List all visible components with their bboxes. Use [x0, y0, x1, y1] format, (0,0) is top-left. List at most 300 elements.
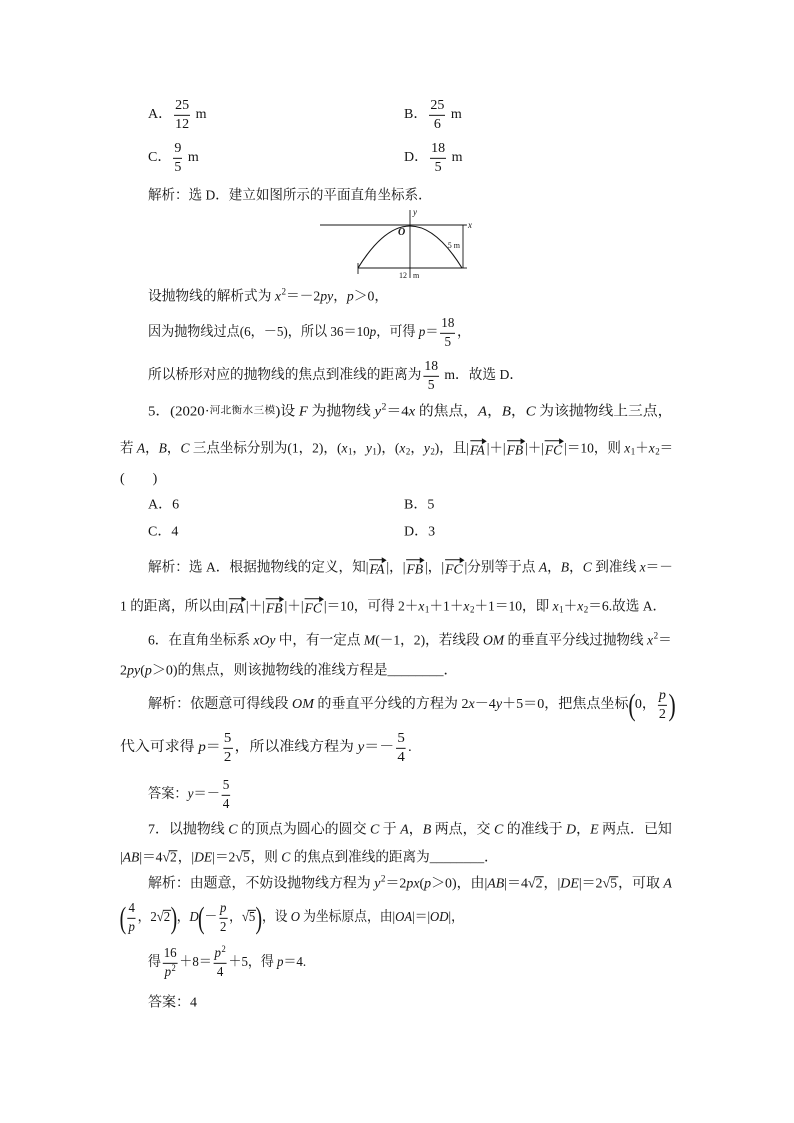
- text-run: 解析：选 A．根据抛物线的定义，知|: [148, 560, 369, 576]
- text-run: |＋|: [245, 599, 265, 615]
- text-run: m: [448, 150, 463, 166]
- fraction-bar: [430, 158, 446, 159]
- text-run: D．: [404, 150, 429, 166]
- text-run: C．4: [148, 524, 179, 540]
- text-run: 代入可求得: [120, 740, 199, 756]
- large-parenthesis: (: [628, 687, 636, 722]
- text-run: ＋: [563, 599, 578, 615]
- fraction: [174, 98, 190, 132]
- subscript: 2: [405, 446, 411, 457]
- q4-option-c: [148, 141, 199, 175]
- q6-stem-line-1: [148, 632, 672, 650]
- fraction-bar: [423, 376, 439, 377]
- text-run: A．6: [148, 497, 180, 513]
- math-variable: py: [127, 663, 141, 679]
- text-run: 为抛物线: [307, 404, 375, 420]
- text-run: A．: [148, 107, 173, 123]
- vector-symbol: FA: [369, 557, 387, 579]
- math-variable: p: [424, 876, 432, 892]
- math-variable: x: [418, 599, 425, 615]
- text-run: 4: [128, 900, 135, 916]
- fraction: [214, 943, 227, 980]
- fraction-numerator: [658, 688, 667, 704]
- text-run: 的顶点为圆心的圆交: [237, 822, 370, 838]
- math-variable: p: [369, 325, 377, 341]
- text-run: 得: [148, 955, 161, 971]
- text-run: 2: [223, 749, 232, 765]
- radicand: 2: [169, 850, 177, 866]
- math-variable: y: [374, 404, 382, 420]
- text-run: 4: [397, 749, 405, 765]
- fraction: [173, 141, 182, 175]
- text-run: 2: [120, 663, 127, 679]
- text-run: 16: [163, 945, 177, 961]
- text-run: ，可得: [376, 325, 419, 341]
- fraction-denominator: [433, 117, 442, 133]
- q5-stem-line-1: [148, 403, 672, 421]
- fraction-denominator: [396, 750, 406, 766]
- subscript: 1: [347, 446, 353, 457]
- fraction-numerator: [396, 731, 406, 747]
- math-variable: p: [220, 900, 227, 916]
- fraction-bar: [222, 795, 230, 796]
- text-run: |＝4√: [504, 876, 536, 892]
- fraction: [430, 141, 446, 175]
- math-variable: C: [369, 822, 380, 838]
- text-run: ＋5，得: [228, 955, 278, 971]
- text-run: 于: [379, 822, 401, 838]
- math-variable: xOy: [253, 633, 276, 649]
- text-run: |＝4√: [139, 850, 170, 866]
- text-run: ＝4: [386, 404, 409, 420]
- math-variable: AB: [487, 876, 505, 892]
- radicand: 5: [242, 850, 250, 866]
- math-variable: A: [538, 560, 548, 576]
- q5-stem-line-2: [120, 438, 673, 460]
- math-variable: M: [363, 633, 376, 649]
- math-variable: C: [281, 850, 291, 866]
- fraction-denominator: [219, 920, 227, 936]
- text-run: 4: [216, 964, 224, 980]
- math-variable: x: [274, 289, 281, 305]
- text-run: 设抛物线的解析式为: [148, 289, 275, 305]
- parabola-bridge-figure: [310, 205, 482, 285]
- fraction-numerator: [219, 901, 227, 917]
- text-run: 5: [397, 730, 405, 746]
- fraction-denominator: [164, 962, 177, 981]
- fraction-denominator: [174, 117, 190, 133]
- fraction-denominator: [173, 160, 182, 176]
- fraction-bar: [214, 963, 227, 964]
- math-variable: p: [128, 919, 135, 935]
- math-variable: p: [214, 945, 221, 961]
- math-variable: F: [298, 404, 308, 420]
- large-parenthesis: ): [668, 687, 676, 722]
- text-run: 三点坐标分别为(1，2)，(: [189, 441, 342, 457]
- text-run: 答案：4: [148, 995, 197, 1011]
- text-run: ，: [576, 822, 591, 838]
- text-run: ，: [547, 560, 561, 576]
- text-run: |＝|: [412, 910, 431, 926]
- width-label-unit: m: [413, 271, 420, 280]
- text-run: |分别等于点: [464, 560, 539, 576]
- width-label-number: 12: [399, 271, 407, 280]
- fraction-numerator: [214, 943, 227, 962]
- q6-solution-line-2: [120, 731, 412, 765]
- subscript: 2: [655, 446, 660, 457]
- large-parenthesis: (: [198, 900, 205, 935]
- text-run: 的垂直平分线过抛物线: [504, 633, 648, 649]
- text-run: 5: [174, 159, 182, 175]
- math-variable: p: [198, 740, 206, 756]
- vector-symbol: FB: [506, 438, 525, 460]
- text-run: ，: [145, 441, 159, 457]
- math-variable: p: [277, 955, 284, 971]
- text-run: ＋5＝0，把焦点坐标: [502, 697, 629, 713]
- math-variable: x: [647, 633, 654, 649]
- q5-solution-line-1: [148, 557, 673, 579]
- vector-symbol: FB: [405, 557, 425, 579]
- text-run: －: [204, 910, 218, 926]
- math-variable: B: [158, 441, 167, 457]
- subscript: 2: [469, 604, 475, 615]
- fraction: [163, 946, 178, 980]
- text-run: C．: [148, 150, 172, 166]
- text-run: ＝: [658, 633, 672, 649]
- math-variable: C: [582, 560, 592, 576]
- fraction-denominator: [216, 965, 224, 981]
- large-parenthesis: ): [170, 900, 178, 935]
- text-run: )，(: [376, 441, 400, 457]
- math-variable: DE: [560, 876, 579, 892]
- text-run: ＝－: [364, 740, 395, 756]
- math-variable: C: [525, 404, 536, 420]
- q7-stem-line-1: [148, 821, 672, 839]
- fraction-denominator: [444, 335, 452, 351]
- q5-option-c: [148, 523, 178, 541]
- math-variable: A: [136, 441, 146, 457]
- text-run: ，: [352, 441, 366, 457]
- fraction-denominator: [222, 797, 230, 813]
- fraction-denominator: [128, 920, 136, 936]
- text-run: 18: [431, 140, 446, 156]
- radicand: 5: [248, 910, 256, 926]
- text-run: |，|: [386, 560, 406, 576]
- math-variable: px: [406, 876, 420, 892]
- text-run: ，: [510, 404, 526, 420]
- math-variable: C: [228, 822, 238, 838]
- text-run: ＋: [635, 441, 649, 457]
- text-run: |＝2√: [212, 850, 243, 866]
- text-run: D．3: [404, 524, 436, 540]
- math-variable: y: [374, 876, 381, 892]
- text-run: 中，有一定点: [275, 633, 364, 649]
- text-run: |＝10，可得 2＋: [323, 599, 419, 615]
- fraction-numerator: [174, 98, 190, 114]
- text-run: 解析：选 D．建立如图所示的平面直角坐标系．: [148, 188, 432, 204]
- q5-option-a: [148, 496, 179, 514]
- q4-solution-line-1: [148, 187, 432, 205]
- text-run: |＝10，则: [564, 441, 625, 457]
- text-run: ＝－: [193, 787, 220, 803]
- fraction: [222, 778, 230, 812]
- text-run: B．: [404, 107, 428, 123]
- text-run: ，: [333, 289, 347, 305]
- text-run: B．5: [404, 497, 435, 513]
- text-run: ，2√: [137, 910, 164, 926]
- text-run: 25: [430, 97, 445, 113]
- q7-solution-line-1: [148, 875, 672, 893]
- origin-label: O: [398, 227, 406, 238]
- math-variable: B: [422, 822, 432, 838]
- fraction-numerator: [222, 778, 230, 794]
- text-run: 的焦点到准线的距离为________．: [290, 850, 498, 866]
- text-run: ＝6.故选 A．: [588, 599, 667, 615]
- fraction-bar: [429, 115, 445, 116]
- source-tag: 河北衡水三模: [209, 405, 276, 417]
- fraction-bar: [223, 748, 233, 749]
- text-run: m: [447, 107, 462, 123]
- fraction: [440, 316, 455, 350]
- q4-solution-line-4: [148, 359, 523, 393]
- x-axis-label: x: [468, 220, 472, 230]
- math-variable: x: [408, 404, 416, 420]
- math-variable: y: [357, 740, 365, 756]
- radicand: 2: [163, 910, 171, 926]
- text-run: 5: [222, 777, 230, 793]
- math-variable: A: [478, 404, 488, 420]
- text-run: 4: [222, 796, 230, 812]
- subscript: 2: [430, 446, 435, 457]
- text-run: ，: [176, 910, 190, 926]
- fraction-bar: [658, 705, 667, 706]
- text-run: ＝－: [645, 560, 673, 576]
- text-run: 的准线于: [503, 822, 567, 838]
- math-variable: x: [552, 599, 559, 615]
- subscript: 1: [424, 604, 430, 615]
- math-variable: py: [320, 289, 334, 305]
- superscript: 2: [281, 286, 286, 297]
- text-run: 为该抛物线上三点，: [535, 404, 673, 420]
- fraction: [429, 98, 445, 132]
- text-run: ＋1＋: [429, 599, 464, 615]
- text-run: m: [192, 107, 207, 123]
- math-variable: p: [658, 687, 666, 703]
- math-variable: OD: [430, 910, 449, 926]
- text-run: 的垂直平分线的方程为 2: [313, 697, 469, 713]
- text-run: ＝－2: [285, 289, 321, 305]
- text-run: 9: [174, 140, 182, 156]
- q4-option-b: [404, 98, 462, 132]
- text-run: ，√: [229, 910, 249, 926]
- q6-solution-line-1: [148, 688, 675, 722]
- math-variable: x: [639, 560, 646, 576]
- q5-option-d: [404, 523, 435, 541]
- text-run: ＝: [425, 325, 439, 341]
- text-run: 12: [175, 116, 190, 132]
- text-run: |，: [448, 910, 464, 926]
- text-run: 2: [220, 919, 227, 935]
- text-run: 所以桥形对应的抛物线的焦点到准线的距离为: [148, 368, 422, 384]
- text-run: 5: [427, 377, 435, 393]
- math-variable: DE: [194, 850, 213, 866]
- math-variable: x: [463, 599, 470, 615]
- text-run: ＞0)，由|: [431, 876, 488, 892]
- math-variable: x: [341, 441, 348, 457]
- fraction-numerator: [423, 359, 439, 375]
- large-parenthesis: (: [119, 900, 127, 935]
- vector-symbol: FB: [265, 596, 285, 618]
- math-variable: A: [663, 876, 672, 892]
- fraction: [128, 901, 136, 935]
- fraction: [658, 688, 667, 722]
- text-run: 若: [120, 441, 137, 457]
- text-run: |＝2√: [578, 876, 611, 892]
- text-run: ，: [166, 441, 181, 457]
- text-run: ，: [410, 441, 424, 457]
- text-run: ＋8＝: [179, 955, 212, 971]
- text-run: 0，: [634, 697, 656, 713]
- q7-answer: [148, 994, 197, 1012]
- math-variable: A: [400, 822, 409, 838]
- math-variable: p: [164, 964, 172, 980]
- text-run: 18: [441, 315, 455, 331]
- text-run: ＞0，: [353, 289, 389, 305]
- math-variable: D: [566, 822, 577, 838]
- text-run: m．故选 D．: [440, 368, 524, 384]
- text-run: ，: [457, 325, 471, 341]
- superscript: 2: [381, 401, 387, 412]
- fraction-denominator: [658, 707, 667, 723]
- fraction-denominator: [434, 160, 443, 176]
- radicand: 2: [535, 876, 543, 892]
- fraction-numerator: [440, 316, 455, 332]
- text-run: 18: [424, 358, 439, 374]
- subscript: 1: [372, 446, 377, 457]
- text-run: m: [184, 150, 199, 166]
- math-variable: x: [468, 697, 475, 713]
- fraction: [396, 731, 406, 765]
- subscript: 2: [583, 604, 589, 615]
- math-variable: x: [648, 441, 655, 457]
- text-run: 5: [223, 730, 232, 746]
- vector-symbol: FC: [444, 557, 464, 579]
- math-variable: p: [418, 325, 426, 341]
- text-run: |＋|: [284, 599, 304, 615]
- fraction: [423, 359, 439, 393]
- superscript: 2: [221, 943, 226, 954]
- superscript: 2: [653, 630, 659, 641]
- text-run: －4: [474, 697, 496, 713]
- text-run: ＝: [659, 441, 674, 457]
- q6-answer: [148, 778, 232, 812]
- q7-stem-line-2: [120, 849, 498, 867]
- radicand: 5: [610, 876, 618, 892]
- vector-symbol: FA: [469, 438, 487, 460]
- text-run: |: [120, 850, 123, 866]
- math-variable: x: [577, 599, 584, 615]
- text-run: ＋1＝10，即: [474, 599, 553, 615]
- q6-stem-line-2: [120, 662, 458, 680]
- fraction-bar: [396, 748, 406, 749]
- q4-solution-line-3: [148, 316, 470, 350]
- fraction-numerator: [128, 901, 136, 917]
- text-run: 到准线: [591, 560, 640, 576]
- text-run: 因为抛物线过点(6，－5)，所以 36＝10: [148, 325, 370, 341]
- math-variable: AB: [122, 850, 140, 866]
- math-variable: y: [423, 441, 430, 457]
- fraction-numerator: [163, 946, 178, 962]
- text-run: ，|: [177, 850, 195, 866]
- math-variable: OM: [292, 697, 314, 713]
- fraction-numerator: [429, 98, 445, 114]
- fraction-numerator: [223, 731, 233, 747]
- math-variable: C: [493, 822, 504, 838]
- text-run: ，则: [250, 850, 282, 866]
- math-variable: y: [495, 697, 503, 713]
- subscript: 1: [630, 446, 636, 457]
- text-run: |，|: [425, 560, 445, 576]
- text-run: 5．(2020·: [148, 404, 210, 420]
- math-variable: B: [501, 404, 511, 420]
- math-variable: p: [144, 663, 152, 679]
- text-run: ，: [408, 822, 423, 838]
- math-variable: OM: [482, 633, 505, 649]
- fraction-bar: [173, 158, 182, 159]
- text-run: 两点．已知: [598, 822, 672, 838]
- fraction-bar: [219, 918, 227, 919]
- fraction-denominator: [223, 750, 233, 766]
- text-run: 的焦点，: [415, 404, 479, 420]
- vector-symbol: FA: [228, 596, 246, 618]
- fraction-bar: [128, 918, 136, 919]
- text-run: (: [140, 663, 145, 679]
- math-variable: B: [560, 560, 570, 576]
- q4-solution-line-2: [148, 288, 388, 306]
- math-variable: OA: [395, 910, 413, 926]
- text-run: 解析：由题意，不妨设抛物线方程为: [148, 876, 375, 892]
- math-variable: x: [624, 441, 631, 457]
- q5-option-b: [404, 496, 434, 514]
- text-run: 解析：依题意可得线段: [148, 697, 293, 713]
- text-run: 7．以抛物线: [148, 822, 229, 838]
- q5-solution-line-2: [120, 596, 666, 618]
- text-run: ，: [487, 404, 502, 420]
- text-run: |＋|: [525, 441, 544, 457]
- text-run: ＝4.: [283, 955, 307, 971]
- text-run: )设: [275, 404, 299, 420]
- subscript: 1: [559, 604, 564, 615]
- fraction-numerator: [173, 141, 182, 157]
- text-run: ＝2: [385, 876, 407, 892]
- text-run: ＝: [205, 740, 221, 756]
- superscript: 2: [171, 962, 176, 973]
- text-run: 25: [175, 97, 190, 113]
- math-variable: y: [365, 441, 372, 457]
- text-run: ，可取: [618, 876, 664, 892]
- text-run: ＞0)的焦点，则该抛物线的准线方程是________．: [151, 663, 458, 679]
- large-parenthesis: ): [255, 900, 263, 935]
- text-run: (: [419, 876, 425, 892]
- fraction-numerator: [430, 141, 446, 157]
- text-run: |＋|: [486, 441, 506, 457]
- text-run: 两点，交: [431, 822, 494, 838]
- text-run: ，所以准线方程为: [234, 740, 358, 756]
- vector-symbol: FC: [304, 596, 324, 618]
- q4-option-d: [404, 141, 463, 175]
- fraction-bar: [174, 115, 190, 116]
- text-run: 答案：: [148, 787, 188, 803]
